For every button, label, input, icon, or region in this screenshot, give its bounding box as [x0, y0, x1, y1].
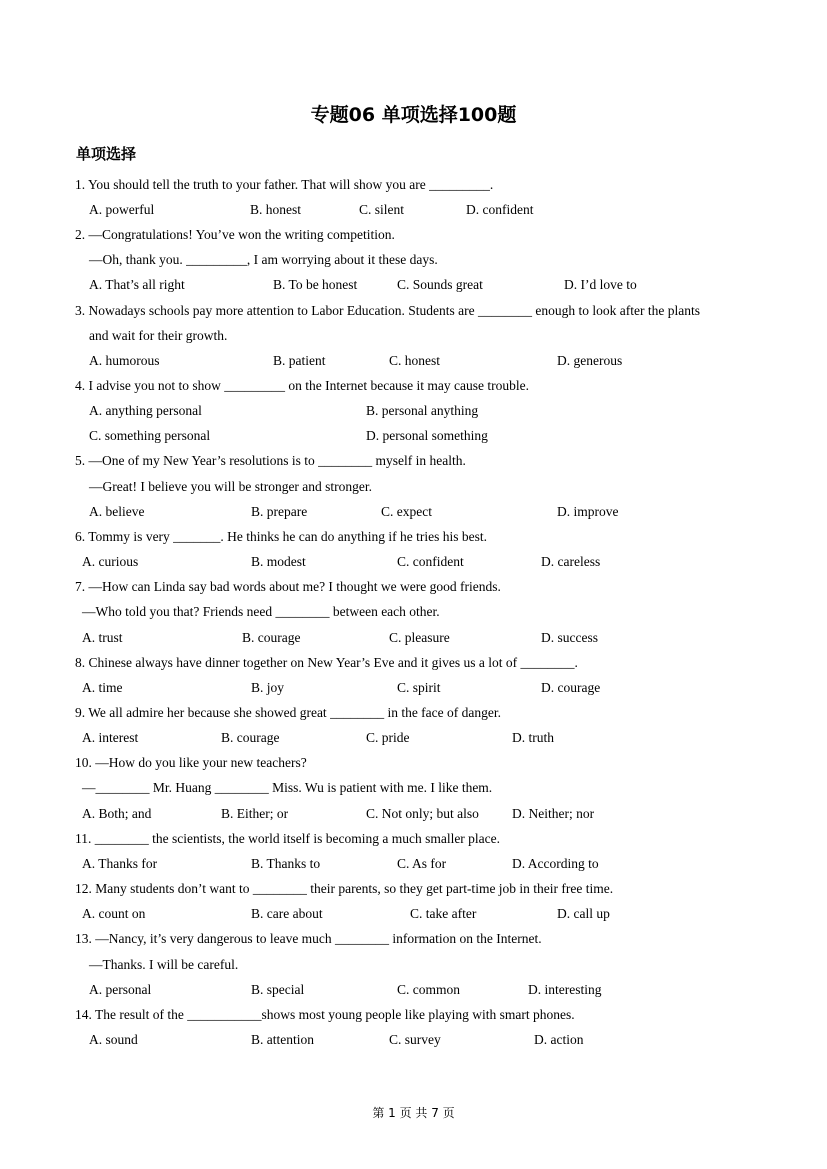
answer-option: B. Thanks to: [251, 856, 321, 871]
answer-option: B. special: [251, 982, 305, 997]
answer-option: A. time: [82, 680, 123, 695]
question-text: 2. —Congratulations! You’ve won the writing competition.: [75, 227, 395, 242]
answer-option: D. truth: [512, 730, 554, 745]
answer-option: D. Neither; nor: [512, 806, 595, 821]
answer-option: A. sound: [89, 1032, 138, 1047]
answer-option: B. attention: [251, 1032, 314, 1047]
answer-option: D. action: [534, 1032, 584, 1047]
answer-option: C. expect: [381, 504, 432, 519]
answer-option: A. Thanks for: [82, 856, 158, 871]
answer-option: C. Not only; but also: [366, 806, 479, 821]
answer-option: C. silent: [359, 202, 405, 217]
question-text: 8. Chinese always have dinner together on New Year’s Eve and it gives us a lot of ________.: [75, 655, 578, 670]
question-text: 6. Tommy is very _______. He thinks he can do anything if he tries his best.: [75, 529, 488, 544]
answer-option: B. To be honest: [273, 277, 358, 292]
answer-option: A. believe: [89, 504, 145, 519]
answer-option: A. count on: [82, 906, 146, 921]
question-text: 5. —One of my New Year’s resolutions is to ________ myself in health.: [75, 453, 466, 468]
question-text: 7. —How can Linda say bad words about me? I thought we were good friends.: [75, 579, 501, 594]
question-continuation: —Oh, thank you. _________, I am worrying about it these days.: [89, 252, 438, 267]
question-continuation: and wait for their growth.: [89, 328, 228, 343]
answer-option: A. trust: [82, 630, 123, 645]
answer-option: B. care about: [251, 906, 323, 921]
answer-option: B. personal anything: [366, 403, 479, 418]
question-continuation: —Who told you that? Friends need ________ between each other.: [82, 604, 440, 619]
answer-option: A. Both; and: [82, 806, 152, 821]
answer-option: D. I’d love to: [564, 277, 637, 292]
answer-option: D. interesting: [528, 982, 602, 997]
answer-option: D. improve: [557, 504, 619, 519]
answer-option: B. patient: [273, 353, 326, 368]
answer-option: A. curious: [82, 554, 139, 569]
answer-option: D. confident: [466, 202, 534, 217]
answer-option: C. Sounds great: [397, 277, 483, 292]
answer-option: A. That’s all right: [89, 277, 185, 292]
answer-option: C. take after: [410, 906, 477, 921]
answer-option: C. survey: [389, 1032, 441, 1047]
answer-option: D. call up: [557, 906, 610, 921]
answer-option: B. courage: [242, 630, 301, 645]
answer-option: B. Either; or: [221, 806, 289, 821]
question-text: 14. The result of the ___________shows most young people like playing with smart phones.: [75, 1007, 575, 1022]
question-text: 11. ________ the scientists, the world itself is becoming a much smaller place.: [75, 831, 501, 846]
answer-option: C. pride: [366, 730, 410, 745]
answer-option: C. As for: [397, 856, 447, 871]
answer-option: B. modest: [251, 554, 306, 569]
answer-option: C. pleasure: [389, 630, 450, 645]
answer-option: A. powerful: [89, 202, 155, 217]
answer-option: D. success: [541, 630, 598, 645]
answer-option: D. courage: [541, 680, 601, 695]
question-continuation: —Thanks. I will be careful.: [89, 957, 239, 972]
answer-option: A. interest: [82, 730, 139, 745]
answer-option: B. joy: [251, 680, 285, 695]
answer-option: D. generous: [557, 353, 623, 368]
answer-option: D. According to: [512, 856, 599, 871]
answer-option: A. humorous: [89, 353, 160, 368]
answer-option: D. careless: [541, 554, 601, 569]
answer-option: C. spirit: [397, 680, 441, 695]
answer-option: B. prepare: [251, 504, 308, 519]
question-text: 10. —How do you like your new teachers?: [75, 755, 307, 770]
page-footer: 第 1 页 共 7 页: [372, 1106, 455, 1120]
answer-option: A. personal: [89, 982, 152, 997]
answer-option: C. honest: [389, 353, 441, 368]
answer-option: D. personal something: [366, 428, 488, 443]
question-continuation: —Great! I believe you will be stronger and stronger.: [89, 479, 373, 494]
question-text: 3. Nowadays schools pay more attention to Labor Education. Students are ________ enough to look after the plants: [75, 303, 700, 318]
answer-option: C. common: [397, 982, 460, 997]
question-text: 1. You should tell the truth to your father. That will show you are _________.: [75, 177, 494, 192]
question-text: 4. I advise you not to show _________ on the Internet because it may cause trouble.: [75, 378, 530, 393]
answer-option: C. confident: [397, 554, 464, 569]
question-text: 12. Many students don’t want to ________ their parents, so they get part-time job in their free time.: [75, 881, 614, 896]
question-text: 9. We all admire her because she showed great ________ in the face of danger.: [75, 705, 502, 720]
section-heading: 单项选择: [76, 145, 137, 163]
answer-option: B. courage: [221, 730, 280, 745]
question-text: 13. —Nancy, it’s very dangerous to leave much ________ information on the Internet.: [75, 931, 542, 946]
answer-option: B. honest: [250, 202, 302, 217]
answer-option: A. anything personal: [89, 403, 202, 418]
question-continuation: —________ Mr. Huang ________ Miss. Wu is patient with me. I like them.: [82, 780, 493, 795]
answer-option: C. something personal: [89, 428, 211, 443]
page-title: 专题06 单项选择100题: [310, 104, 517, 126]
